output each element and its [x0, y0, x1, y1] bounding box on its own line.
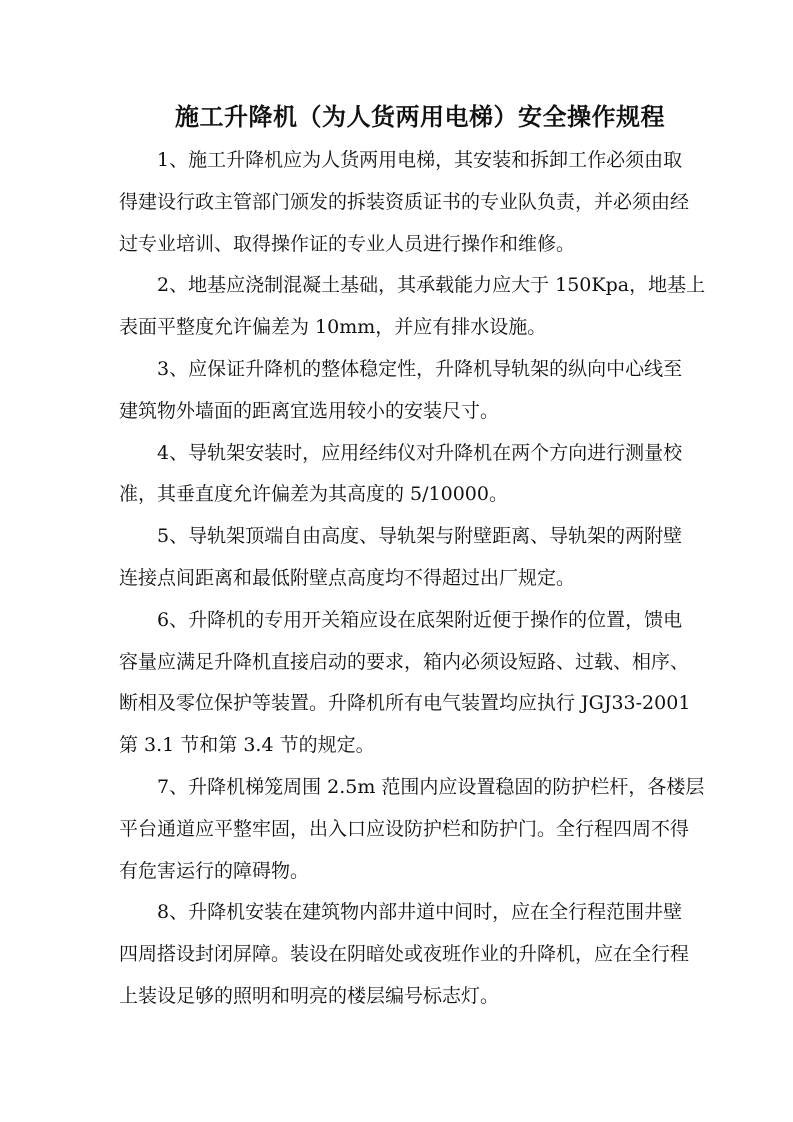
- paragraph-line: 四周搭设封闭屏障。装设在阴暗处或夜班作业的升降机，应在全行程: [119, 943, 690, 966]
- paragraph-4: [119, 438, 683, 522]
- paragraph-line: 断相及零位保护等装置。升降机所有电气装置均应执行 JGJ33-2001: [119, 692, 691, 715]
- paragraph-line: 6、升降机的专用开关箱应设在底架附近便于操作的位置，馈电: [157, 608, 683, 631]
- paragraph-line: 8、升降机安装在建筑物内部井道中间时，应在全行程范围井壁: [157, 901, 683, 924]
- paragraph-line: 容量应满足升降机直接启动的要求，箱内必须设短路、过载、相序、: [119, 650, 690, 673]
- paragraph-5: [119, 521, 683, 605]
- paragraph-line: 7、升降机梯笼周围 2.5m 范围内应设置稳固的防护栏杆，各楼层: [157, 775, 705, 798]
- paragraph-line: 得建设行政主管部门颁发的拆装资质证书的专业队负责，并必须由经: [119, 190, 690, 213]
- paragraph-line: 3、应保证升降机的整体稳定性，升降机导轨架的纵向中心线至: [157, 357, 683, 380]
- paragraph-7: [119, 772, 705, 897]
- paragraph-line: 1、施工升降机应为人货两用电梯，其安装和拆卸工作必须由取: [157, 149, 683, 171]
- paragraph-line: 建筑物外墙面的距离宜选用较小的安装尺寸。: [119, 399, 500, 422]
- paragraph-line: 准，其垂直度允许偏差为其高度的 5/10000。: [119, 483, 508, 506]
- paragraph-1: [119, 145, 690, 270]
- paragraph-line: 2、地基应浇制混凝土基础，其承载能力应大于 150Kpa，地基上: [157, 274, 706, 297]
- paragraph-8: [119, 897, 690, 1022]
- paragraph-line: 4、导轨架安装时，应用经纬仪对升降机在两个方向进行测量校: [157, 441, 683, 464]
- paragraph-line: 5、导轨架顶端自由高度、导轨架与附壁距离、导轨架的两附壁: [157, 525, 683, 548]
- paragraph-2: [119, 270, 706, 354]
- paragraph-line: 平台通道应平整牢固，出入口应设防护栏和防护门。全行程四周不得: [119, 817, 690, 840]
- paragraph-line: 表面平整度允许偏差为 10mm，并应有排水设施。: [119, 316, 547, 339]
- paragraph-line: 第 3.1 节和第 3.4 节的规定。: [119, 734, 375, 757]
- paragraph-3: [119, 354, 683, 438]
- paragraph-line: 有危害运行的障碍物。: [119, 859, 310, 882]
- paragraph-6: [119, 605, 691, 772]
- paragraph-line: 连接点间距离和最低附壁点高度均不得超过出厂规定。: [119, 566, 576, 589]
- paragraph-line: 上装设足够的照明和明亮的楼层编号标志灯。: [119, 984, 500, 1007]
- document-title: 施工升降机（为人货两用电梯）安全操作规程: [175, 102, 665, 131]
- paragraph-line: 过专业培训、取得操作证的专业人员进行操作和维修。: [119, 232, 576, 255]
- document-body: [119, 145, 706, 1023]
